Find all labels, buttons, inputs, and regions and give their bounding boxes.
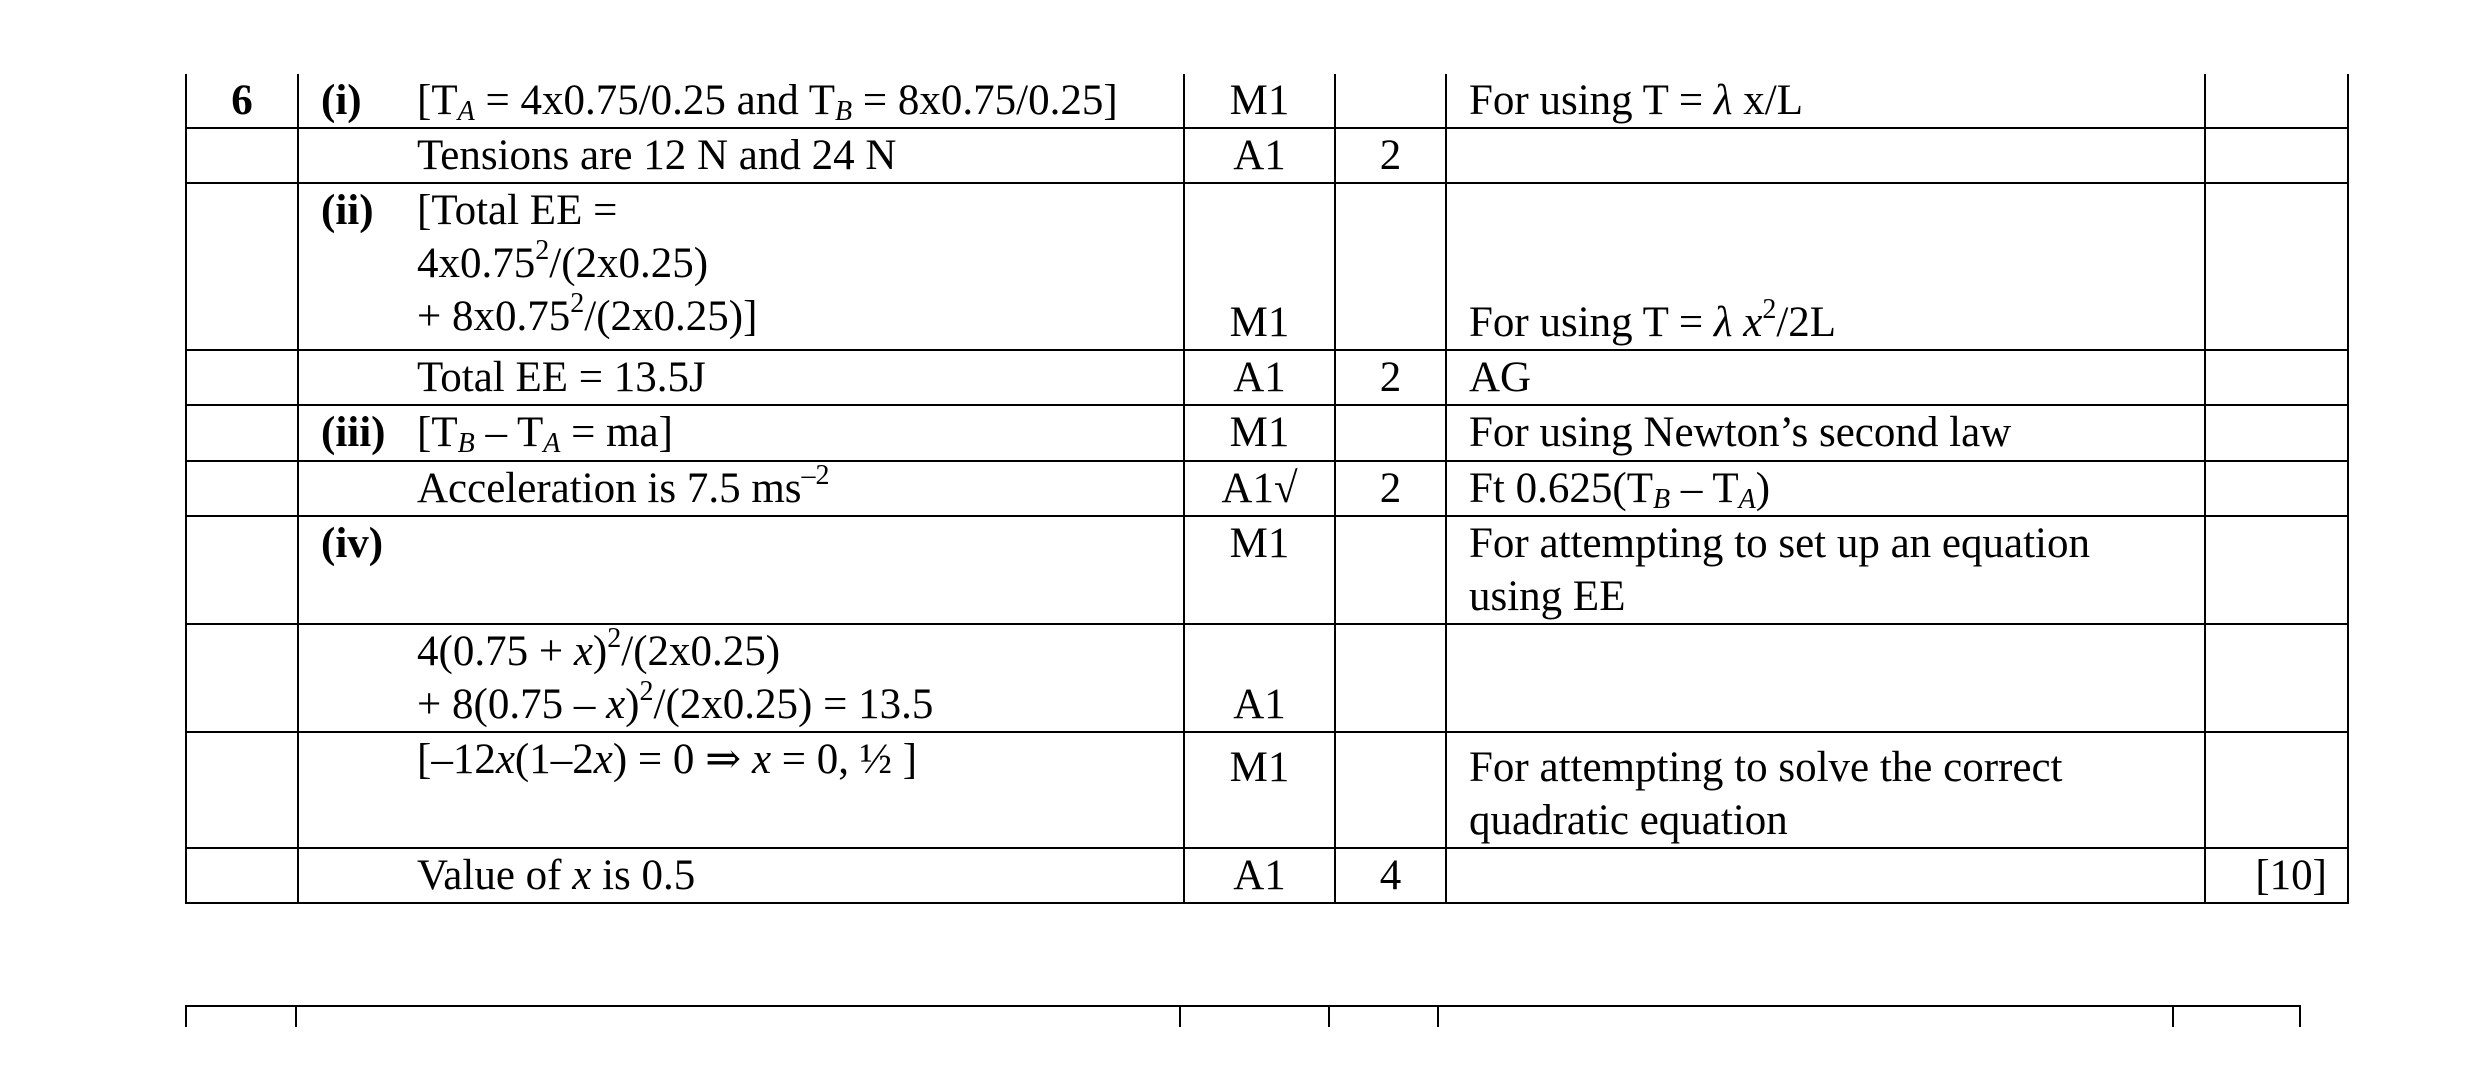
total-cell xyxy=(1335,74,1446,128)
guidance-cell: For using T = λ $x^2/2L$ xyxy=(1446,183,2205,350)
final-mark-cell xyxy=(2205,624,2348,732)
mark-cell: M1 xyxy=(1184,732,1335,848)
mark-scheme-table xyxy=(185,74,2349,904)
stub-divider xyxy=(185,1007,187,1027)
part-label xyxy=(299,733,417,786)
part-label: (iv) xyxy=(321,520,384,567)
part-label xyxy=(299,849,417,902)
table-row xyxy=(186,516,2348,624)
answer-cell xyxy=(298,183,1184,350)
table-row xyxy=(186,350,2348,405)
stub-divider xyxy=(1179,1007,1181,1027)
question-number-empty xyxy=(186,183,298,350)
question-number-empty xyxy=(186,461,298,516)
mark-cell: M1 xyxy=(1184,405,1335,461)
guidance-cell xyxy=(1446,624,2205,732)
total-cell: 4 xyxy=(1335,848,1446,903)
part-label xyxy=(299,625,417,731)
guidance-cell: AG xyxy=(1446,350,2205,405)
final-mark-cell xyxy=(2205,128,2348,183)
part-label: (iii) xyxy=(321,409,386,456)
total-cell: 2 xyxy=(1335,461,1446,516)
answer-cell xyxy=(298,624,1184,732)
answer-text: Value of x is 0.5 xyxy=(417,852,696,899)
table-row xyxy=(186,732,2348,848)
answer-cell xyxy=(298,74,1184,128)
table-row xyxy=(186,624,2348,732)
answer-text: [Total EE = $4x0.75^2/(2x0.25)$ + $8x0.75^2/(2x0.25)$] xyxy=(417,187,758,340)
guidance-cell xyxy=(1446,848,2205,903)
answer-text: Acceleration is 7.5 $ms^{-2}$ xyxy=(417,460,830,512)
final-mark-cell xyxy=(2205,732,2348,848)
mark-cell: A1√ xyxy=(1184,461,1335,516)
stub-divider xyxy=(1437,1007,1439,1027)
part-label xyxy=(299,351,417,404)
mark-cell: M1 xyxy=(1184,516,1335,624)
total-cell xyxy=(1335,183,1446,350)
answer-cell xyxy=(298,732,1184,848)
answer-text: [–12x(1–2x) = 0 ⇒ x = 0, ½ ] xyxy=(417,736,918,783)
mark-cell: A1 xyxy=(1184,350,1335,405)
stub-divider xyxy=(295,1007,297,1027)
answer-cell xyxy=(298,516,1184,624)
final-mark-cell xyxy=(2205,350,2348,405)
part-label: (ii) xyxy=(321,187,374,234)
guidance-cell: For attempting to set up an equation using EE xyxy=(1446,516,2205,624)
total-cell: 2 xyxy=(1335,128,1446,183)
answer-cell xyxy=(298,848,1184,903)
question-number-empty xyxy=(186,405,298,461)
part-label xyxy=(299,129,417,182)
answer-text: $4(0.75 + x)^2/(2x0.25)$ + 8(0.75 – x)$^2$/(2x0.25) = 13.5 xyxy=(417,623,934,728)
guidance-cell: For using T = λ x/L xyxy=(1446,74,2205,128)
total-cell: 2 xyxy=(1335,350,1446,405)
final-mark-cell: [10] xyxy=(2205,848,2348,903)
guidance-cell: For attempting to solve the correct quadratic equation xyxy=(1446,732,2205,848)
answer-cell xyxy=(298,461,1184,516)
question-number-empty xyxy=(186,516,298,624)
table-row xyxy=(186,405,2348,461)
question-number-empty xyxy=(186,128,298,183)
mark-cell: A1 xyxy=(1184,624,1335,732)
guidance-cell: For using Newton’s second law xyxy=(1446,405,2205,461)
total-cell xyxy=(1335,624,1446,732)
table-row xyxy=(186,461,2348,516)
question-number-empty xyxy=(186,848,298,903)
final-mark-cell xyxy=(2205,74,2348,128)
stub-divider xyxy=(2172,1007,2174,1027)
final-mark-cell xyxy=(2205,405,2348,461)
part-label xyxy=(299,462,417,515)
question-number-empty xyxy=(186,624,298,732)
mark-cell: A1 xyxy=(1184,848,1335,903)
guidance-cell: Ft $0.625(T_B - T_A)$ xyxy=(1446,461,2205,516)
stub-divider xyxy=(1328,1007,1330,1027)
answer-text xyxy=(417,517,1183,570)
answer-text: [$T_A = 4x0.75/0.25$ and $T_B = 8x0.75/0.25$] xyxy=(417,77,1118,127)
question-number-empty xyxy=(186,732,298,848)
question-number: 6 xyxy=(186,74,298,128)
answer-text: Total EE = 13.5J xyxy=(417,354,706,401)
final-mark-cell xyxy=(2205,516,2348,624)
table-row xyxy=(186,128,2348,183)
table-row xyxy=(186,848,2348,903)
total-cell xyxy=(1335,516,1446,624)
answer-cell xyxy=(298,350,1184,405)
total-cell xyxy=(1335,405,1446,461)
guidance-cell xyxy=(1446,128,2205,183)
table-row xyxy=(186,183,2348,350)
mark-cell: M1 xyxy=(1184,183,1335,350)
mark-cell: M1 xyxy=(1184,74,1335,128)
mark-cell: A1 xyxy=(1184,128,1335,183)
table-row xyxy=(186,74,2348,128)
answer-cell xyxy=(298,128,1184,183)
final-mark-cell xyxy=(2205,461,2348,516)
part-label: (i) xyxy=(321,77,362,124)
answer-text: $[T_B - T_A = ma]$ xyxy=(417,409,673,459)
stub-divider xyxy=(2299,1007,2301,1027)
question-number-empty xyxy=(186,350,298,405)
answer-cell xyxy=(298,405,1184,461)
answer-text: Tensions are 12 N and 24 N xyxy=(417,132,897,179)
next-table-stub xyxy=(185,1005,2301,1027)
total-cell xyxy=(1335,732,1446,848)
final-mark-cell xyxy=(2205,183,2348,350)
